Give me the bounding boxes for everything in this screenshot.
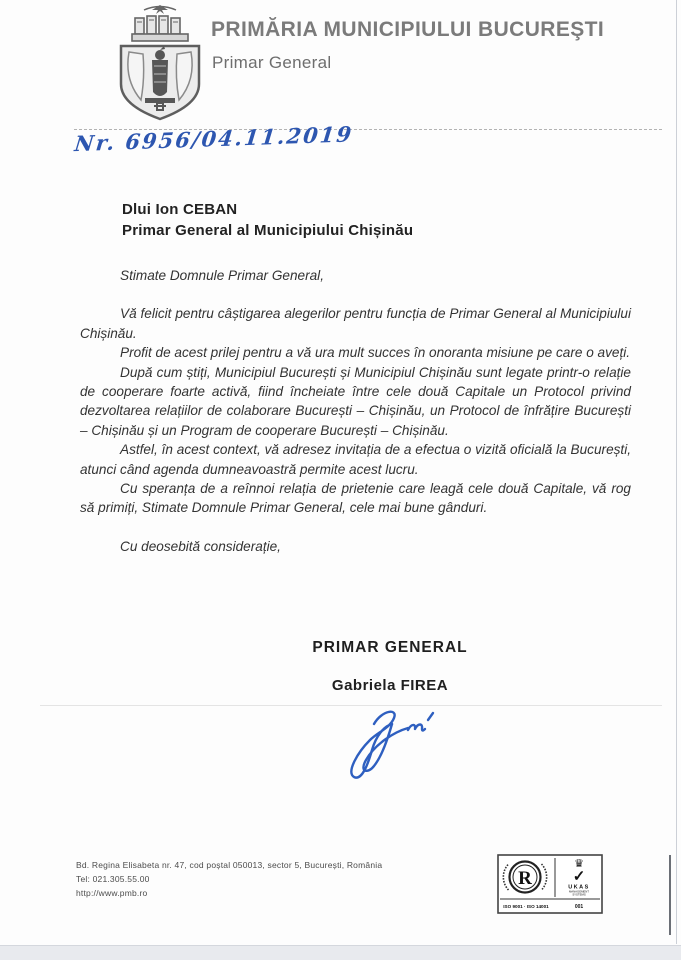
letter-body [80,266,631,556]
paragraph: Vă felicit pentru câștigarea alegerilor pentru funcția de Primar General al Municipiului Chișinău. [80,306,631,341]
paragraph: Profit de acest prilej pentru a vă ura mult succes în onoranta misiune pe care o aveți. [120,345,631,361]
handwritten-registration-number: Nr. 6956/04.11.2019 [73,121,355,157]
paragraph: Astfel, în acest context, vă adresez invitația de a efectua o vizită oficială la București, atunci când agenda dumneavoastră permite acest lucru. [80,442,631,477]
closing-formula: Cu deosebită considerație, [120,538,281,554]
recipient-block [122,199,413,241]
footer-contact-block [76,858,382,900]
salutation: Stimate Domnule Primar General, [120,268,324,283]
paragraph: După cum știți, Municipiul București și Municipiul Chișinău sunt legate printr-o relație de cooperare foarte activă, fiind încheiate între cele două Capitale un Protocol privind dezvoltarea relațiilor de colaborare București – Chișinău, un Protocol de înfrățire București – Chișinău și un Program de cooperare București – Chișinău. [80,364,631,438]
iso-certification-badge [496,852,604,916]
checkmark-icon: ✓ [572,868,586,885]
recipient-title: Primar General al Municipiului Chișinău [122,222,414,239]
signer-name: Gabriela FIREA [331,677,449,694]
handwritten-signature-icon [328,698,458,783]
bucharest-coat-of-arms-icon [110,2,210,122]
recipient-name: Dlui Ion CEBAN [122,201,238,218]
crown-icon: ♛ [574,858,584,870]
org-subtitle: Primar General [212,53,332,72]
quality-mark-letter: R [518,868,532,889]
paragraph: Cu speranța de a reînnoi relația de prietenie care leagă cele două Capitale, vă rog să primiți, Stimate Domnule Primar General, cele mai bune gânduri. [80,481,631,516]
accreditation-sub2: SYSTEMS [572,892,586,897]
accreditation-number: 001 [574,904,584,910]
footer-address: Bd. Regina Elisabeta nr. 47, cod poștal 050013, sector 5, București, România [76,860,383,870]
iso-standards-label: ISO 9001 · ISO 14001 [503,904,549,909]
footer-phone: Tel: 021.305.55.00 [76,874,150,884]
org-name: PRIMĂRIA MUNICIPIULUI BUCUREŞTI [211,18,605,41]
page-edge-shadow [669,855,671,935]
accreditation-sub1: MANAGEMENT [568,889,590,894]
scan-background-band [0,945,681,960]
accreditation-label: UKAS [568,884,590,891]
footer-website: http://www.pmb.ro [76,888,148,898]
signer-title: PRIMAR GENERAL [312,639,468,656]
page-edge-line [676,0,677,944]
